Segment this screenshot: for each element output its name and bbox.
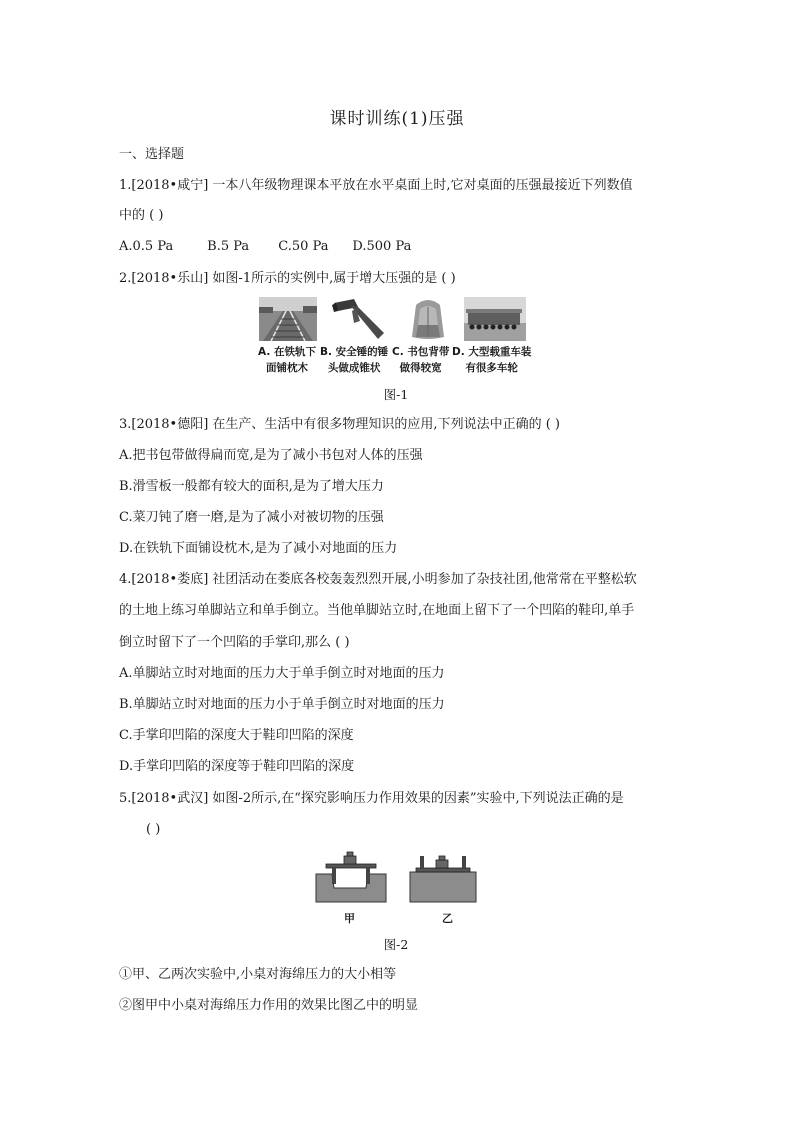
railway-track-photo bbox=[259, 297, 317, 341]
question-4-text-cont1: 的土地上练习单脚站立和单手倒立。当他单脚站立时,在地面上留下了一个凹陷的鞋印,单手 bbox=[119, 603, 635, 618]
figure-2-label: 图-2 bbox=[383, 937, 409, 952]
statement-2: ②图甲中小桌对海绵压力作用的效果比图乙中的明显 bbox=[119, 998, 419, 1013]
option-d: D.500 Pa bbox=[352, 239, 412, 254]
question-4-option-c: C.手掌印凹陷的深度大于鞋印凹陷的深度 bbox=[119, 728, 354, 743]
option-c: C.50 Pa bbox=[278, 239, 329, 254]
caption-a: A. 在铁轨下 面铺枕木 bbox=[258, 346, 316, 374]
caption-c: C. 书包背带 做得较宽 bbox=[392, 346, 450, 374]
question-3-text: 3.[2018•德阳] 在生产、生活中有很多物理知识的应用,下列说法中正确的 ( ) bbox=[119, 417, 560, 432]
safety-hammer-photo bbox=[324, 297, 390, 341]
option-a: A.0.5 Pa bbox=[119, 239, 174, 254]
heavy-truck-photo bbox=[464, 297, 526, 341]
question-5-text: 5.[2018•武汉] 如图-2所示,在“探究影响压力作用效果的因素”实验中,下列说法正确的是 bbox=[119, 791, 624, 806]
caption-b: B. 安全锤的锤 头做成锥状 bbox=[320, 346, 389, 374]
figure-2-diagram bbox=[312, 848, 482, 906]
question-4-option-a: A.单脚站立时对地面的压力大于单手倒立时对地面的压力 bbox=[119, 666, 445, 681]
sub-label-yi: 乙 bbox=[442, 912, 453, 925]
figure-1 bbox=[256, 297, 531, 341]
backpack-photo bbox=[402, 297, 454, 341]
question-3-option-b: B.滑雪板一般都有较大的面积,是为了增大压力 bbox=[119, 479, 384, 494]
sub-label-jia: 甲 bbox=[344, 912, 355, 925]
question-4-text-cont2: 倒立时留下了一个凹陷的手掌印,那么 ( ) bbox=[119, 635, 350, 650]
question-1-options bbox=[119, 238, 411, 256]
question-3-option-d: D.在铁轨下面铺设枕木,是为了减小对地面的压力 bbox=[119, 541, 398, 556]
statement-1: ①甲、乙两次实验中,小桌对海绵压力的大小相等 bbox=[119, 967, 397, 982]
question-1-text: 1.[2018•咸宁] 一本八年级物理课本平放在水平桌面上时,它对桌面的压强最接近下列数值 bbox=[119, 178, 633, 193]
option-b: B.5 Pa bbox=[207, 239, 250, 254]
section-heading: 一、选择题 bbox=[119, 147, 185, 162]
question-4-text: 4.[2018•娄底] 社团活动在娄底各校轰轰烈烈开展,小明参加了杂技社团,他常常在平整松软 bbox=[119, 572, 637, 587]
question-1-text-cont: 中的 ( ) bbox=[119, 208, 164, 223]
question-5-text-cont: ( ) bbox=[146, 822, 161, 837]
question-3-option-c: C.菜刀钝了磨一磨,是为了减小对被切物的压强 bbox=[119, 510, 384, 525]
question-3-option-a: A.把书包带做得扁而宽,是为了减小书包对人体的压强 bbox=[119, 448, 423, 463]
question-2-text: 2.[2018•乐山] 如图-1所示的实例中,属于增大压强的是 ( ) bbox=[119, 271, 456, 286]
question-4-option-b: B.单脚站立时对地面的压力小于单手倒立时对地面的压力 bbox=[119, 697, 445, 712]
page-title: 课时训练(1)压强 bbox=[329, 109, 465, 129]
question-4-option-d: D.手掌印凹陷的深度等于鞋印凹陷的深度 bbox=[119, 759, 355, 774]
caption-d: D. 大型载重车装 有很多车轮 bbox=[452, 346, 532, 374]
figure-1-label: 图-1 bbox=[383, 387, 409, 402]
